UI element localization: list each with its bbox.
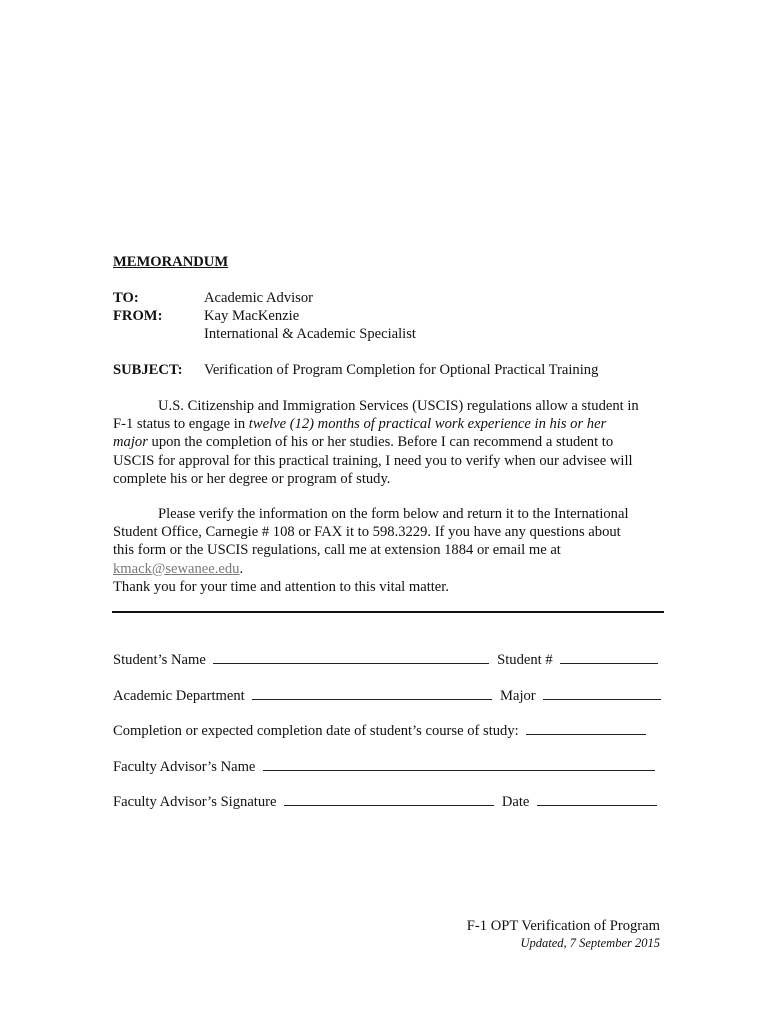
department-row [113,687,661,705]
text-run: . [239,560,244,577]
to-label: TO: [113,290,139,306]
paragraph-line: Please verify the information on the form below and return it to the International [158,506,629,522]
paragraph-line [113,433,673,451]
major-label: Major [500,688,536,704]
paragraph-line: Student Office, Carnegie # 108 or FAX it to 598.3229. If you have any questions about [113,524,621,541]
student-number-label: Student # [497,652,553,668]
department-label: Academic Department [113,688,245,704]
advisor-signature-field[interactable] [284,793,494,806]
footer-form-name: F-1 OPT Verification of Program [466,918,660,934]
completion-row [113,722,646,740]
text-run: F-1 status to engage in [113,416,249,433]
paragraph-line: complete his or her degree or program of study. [113,470,391,487]
advisor-signature-row [113,793,657,811]
to-value: Academic Advisor [204,290,314,306]
student-number-field[interactable] [560,651,658,664]
advisor-name-field[interactable] [263,758,655,771]
from-name: Kay MacKenzie [204,308,300,324]
advisor-name-row [113,758,655,776]
subject-value: Verification of Program Completion for Optional Practical Training [204,362,599,378]
paragraph-line [113,560,673,578]
section-divider [112,611,664,613]
email-link[interactable]: kmack@sewanee.edu [113,560,240,577]
emphasis-text: twelve (12) months of practical work experience in his or her [248,416,607,433]
advisor-signature-label: Faculty Advisor’s Signature [113,794,277,810]
paragraph-line: this form or the USCIS regulations, call me at extension 1884 or email me at [113,542,561,559]
subject-label: SUBJECT: [113,362,183,378]
paragraph-line [113,415,673,433]
memo-title: MEMORANDUM [113,254,229,270]
student-name-row [113,651,658,669]
paragraph-uscis [113,397,673,488]
paragraph-line: Thank you for your time and attention to this vital matter. [113,578,449,595]
completion-date-field[interactable] [526,722,646,735]
paragraph-instructions [113,505,673,596]
advisor-name-label: Faculty Advisor’s Name [113,759,256,775]
emphasis-text: major [113,434,148,451]
completion-label: Completion or expected completion date of student’s course of study: [113,723,519,739]
text-run: upon the completion of his or her studies. Before I can recommend a student to [147,434,614,451]
date-label: Date [501,794,530,810]
department-field[interactable] [252,687,492,700]
student-name-label: Student’s Name [113,652,206,668]
from-title: International & Academic Specialist [204,326,416,342]
major-field[interactable] [543,687,661,700]
paragraph-line: USCIS for approval for this practical training, I need you to verify when our advisee will [113,452,633,469]
from-label: FROM: [113,308,163,324]
paragraph-line: U.S. Citizenship and Immigration Services (USCIS) regulations allow a student in [158,398,639,414]
footer-updated: Updated, 7 September 2015 [520,936,660,950]
date-field[interactable] [537,793,657,806]
student-name-field[interactable] [213,651,489,664]
